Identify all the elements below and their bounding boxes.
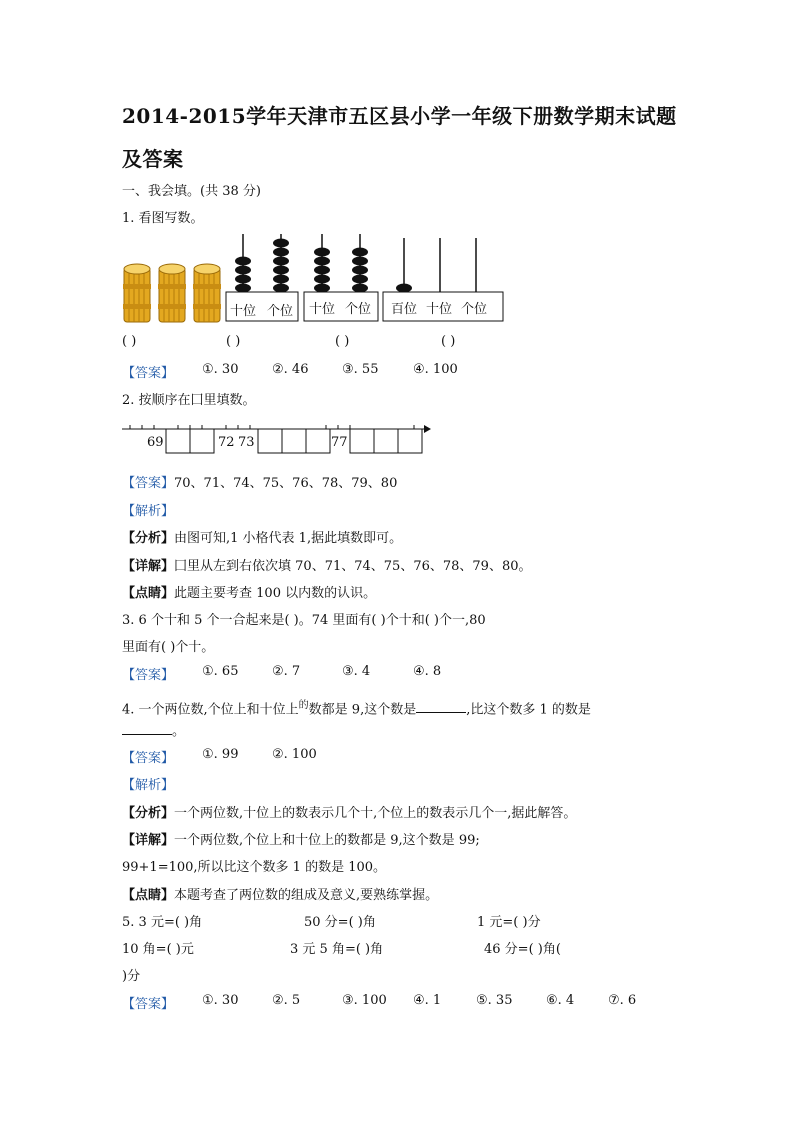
fenxi-tag-q2: 【分析】	[122, 531, 175, 546]
answer-q5-7: ⑦. 6	[608, 993, 637, 1008]
number-line-label-73: 73	[238, 435, 255, 450]
answer-tag-q5: 【答案】	[122, 997, 175, 1012]
question-4-part1: 4. 一个两位数,个位上和十位上	[122, 702, 299, 718]
abacus-3-label-tens: 十位	[426, 302, 453, 317]
answer-blank-3: ( )	[335, 334, 350, 349]
answer-q1-1: ①. 30	[202, 362, 239, 377]
xiangjie-tag-q4: 【详解】	[122, 833, 175, 848]
abacus-3-label-ones: 个位	[461, 302, 488, 317]
abacus-1-label-ones: 个位	[267, 304, 294, 319]
answer-blank-q4-1	[416, 700, 466, 713]
question-3-line1: 3. 6 个十和 5 个一合起来是( )。74 里面有( )个十和( )个一,80	[122, 613, 486, 628]
question-1-text: 1. 看图写数。	[122, 211, 204, 226]
answer-q3-3: ③. 4	[342, 664, 371, 679]
question-5-line2-c: 46 分=( )角(	[484, 942, 561, 957]
answer-blank-2: ( )	[226, 334, 241, 349]
question-4-line2	[122, 720, 185, 739]
answer-q5-3: ③. 100	[342, 993, 387, 1008]
fenxi-q2: 由图可知,1 小格代表 1,据此填数即可。	[174, 531, 403, 546]
answer-q5-5: ⑤. 35	[476, 993, 513, 1008]
answer-blank-1: ( )	[122, 334, 137, 349]
dianjing-tag-q2: 【点睛】	[122, 586, 175, 601]
question-4-part2: 数都是 9,这个数是	[308, 702, 417, 718]
answer-q4-2: ②. 100	[272, 747, 317, 762]
question-5-line1-a: 5. 3 元=( )角	[122, 915, 203, 930]
question-4-end: 。	[172, 724, 186, 739]
answer-q1-2: ②. 46	[272, 362, 309, 377]
answer-tag-q4: 【答案】	[122, 751, 175, 766]
question-4-line1	[122, 696, 591, 717]
answer-q5-1: ①. 30	[202, 993, 239, 1008]
question-5-line2-b: 3 元 5 角=( )角	[290, 942, 384, 957]
dianjing-q4: 本题考查了两位数的组成及意义,要熟练掌握。	[174, 888, 439, 903]
number-line-label-72: 72	[218, 435, 235, 450]
answer-blank-q4-2	[122, 722, 172, 735]
abacus-1-label-tens: 十位	[230, 304, 257, 319]
answer-q1-4: ④. 100	[413, 362, 458, 377]
answer-q4-1: ①. 99	[202, 747, 239, 762]
jiexi-tag-q4: 【解析】	[122, 778, 175, 793]
xiangjie-tag-q2: 【详解】	[122, 559, 175, 574]
question-3-line2: 里面有( )个十。	[122, 640, 215, 655]
question-5-line3: )分	[122, 969, 141, 984]
number-line	[120, 420, 432, 460]
abacus-3-label-hundreds: 百位	[391, 302, 418, 317]
number-line-label-77: 77	[331, 435, 348, 450]
fenxi-tag-q4: 【分析】	[122, 806, 175, 821]
answer-q2: 70、71、74、75、76、78、79、80	[174, 476, 398, 491]
number-line-label-69: 69	[147, 435, 164, 450]
question-4-part3: ,比这个数多 1 的数是	[466, 702, 591, 718]
section-heading: 一、我会填。(共 38 分)	[122, 184, 261, 199]
answer-tag-q3: 【答案】	[122, 668, 175, 683]
question-4-sup: 的	[298, 700, 309, 711]
question-5-line1-b: 50 分=( )角	[304, 915, 376, 930]
answer-tag-q1: 【答案】	[122, 366, 175, 381]
question-5-line2-a: 10 角=( )元	[122, 942, 194, 957]
answer-q5-4: ④. 1	[413, 993, 442, 1008]
answer-q5-2: ②. 5	[272, 993, 301, 1008]
stick-bundles-figure	[120, 262, 224, 326]
page-title-line2: 及答案	[122, 147, 184, 171]
question-5-line1-c: 1 元=( )分	[477, 915, 541, 930]
question-2-text: 2. 按顺序在囗里填数。	[122, 393, 256, 408]
xiangjie-q4-line2: 99+1=100,所以比这个数多 1 的数是 100。	[122, 860, 387, 875]
answer-q5-6: ⑥. 4	[546, 993, 575, 1008]
xiangjie-q2: 囗里从左到右依次填 70、71、74、75、76、78、79、80。	[174, 559, 532, 574]
jiexi-tag-q2: 【解析】	[122, 504, 175, 519]
answer-q3-4: ④. 8	[413, 664, 442, 679]
answer-tag-q2: 【答案】	[122, 476, 175, 491]
xiangjie-q4: 一个两位数,个位上和十位上的数都是 9,这个数是 99;	[174, 833, 480, 848]
dianjing-tag-q4: 【点睛】	[122, 888, 175, 903]
answer-q3-1: ①. 65	[202, 664, 239, 679]
fenxi-q4: 一个两位数,十位上的数表示几个十,个位上的数表示几个一,据此解答。	[174, 806, 577, 821]
answer-blank-4: ( )	[441, 334, 456, 349]
page-title-line1: 2014-2015学年天津市五区县小学一年级下册数学期末试题	[122, 104, 677, 128]
abacus-2-label-tens: 十位	[309, 302, 336, 317]
answer-q3-2: ②. 7	[272, 664, 301, 679]
dianjing-q2: 此题主要考查 100 以内数的认识。	[174, 586, 377, 601]
abacus-2-label-ones: 个位	[345, 302, 372, 317]
answer-q1-3: ③. 55	[342, 362, 379, 377]
